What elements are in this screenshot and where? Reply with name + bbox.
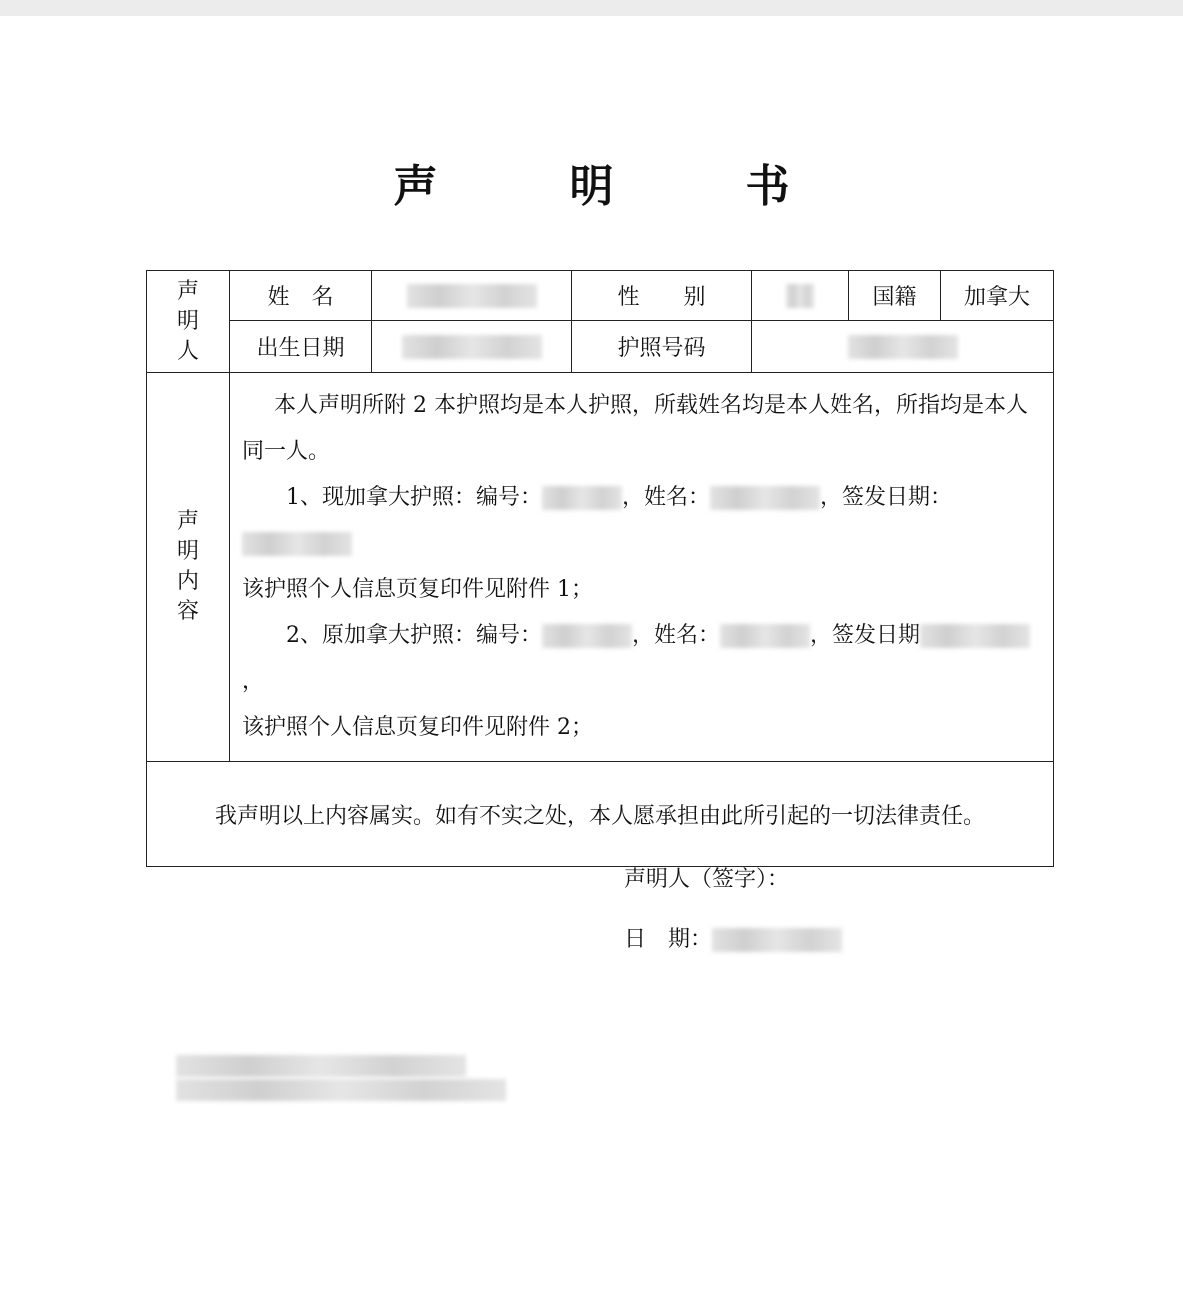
birth-date-value-redacted: [372, 321, 572, 373]
content-intro: 本人声明所附 2 本护照均是本人护照，所载姓名均是本人姓名，所指均是本人同一人。: [242, 393, 1028, 464]
name-value-redacted: [372, 271, 572, 321]
redacted-footer-line-2: [176, 1079, 506, 1101]
passport-number-value-redacted: [752, 321, 1054, 373]
document-title: 声 明 书: [393, 161, 834, 212]
passport-item-1: 1、现加拿大护照：编号： ，姓名： ，签发日期：: [242, 475, 1045, 567]
birth-date-label: 出生日期: [230, 321, 372, 373]
signer-label: 声明人（签字）：: [624, 867, 790, 892]
passport-item-2-attachment: 该护照个人信息页复印件见附件 2；: [242, 715, 593, 740]
declaration-table: [146, 270, 1054, 867]
passport-item-1-attachment: 该护照个人信息页复印件见附件 1；: [242, 577, 593, 602]
redacted-footer-line-1: [176, 1055, 466, 1077]
name-label: 姓 名: [230, 271, 372, 321]
passport-item-2: 2、原加拿大护照：编号： ，姓名： ，签发日期，: [242, 613, 1045, 705]
truth-statement: 我声明以上内容属实。如有不实之处，本人愿承担由此所引起的一切法律责任。: [147, 762, 1054, 867]
nationality-value: 加拿大: [941, 271, 1054, 321]
gender-label: 性 别: [572, 271, 752, 321]
passport-number-label: 护照号码: [572, 321, 752, 373]
declaration-content: [230, 373, 1054, 762]
gender-value-redacted: [752, 271, 849, 321]
declarant-label: 声 明 人: [147, 271, 230, 373]
content-label: 声 明 内 容: [147, 373, 230, 762]
date-row: 日 期：: [624, 922, 842, 953]
viewer-top-bar: [0, 0, 1183, 16]
nationality-label: 国籍: [849, 271, 941, 321]
